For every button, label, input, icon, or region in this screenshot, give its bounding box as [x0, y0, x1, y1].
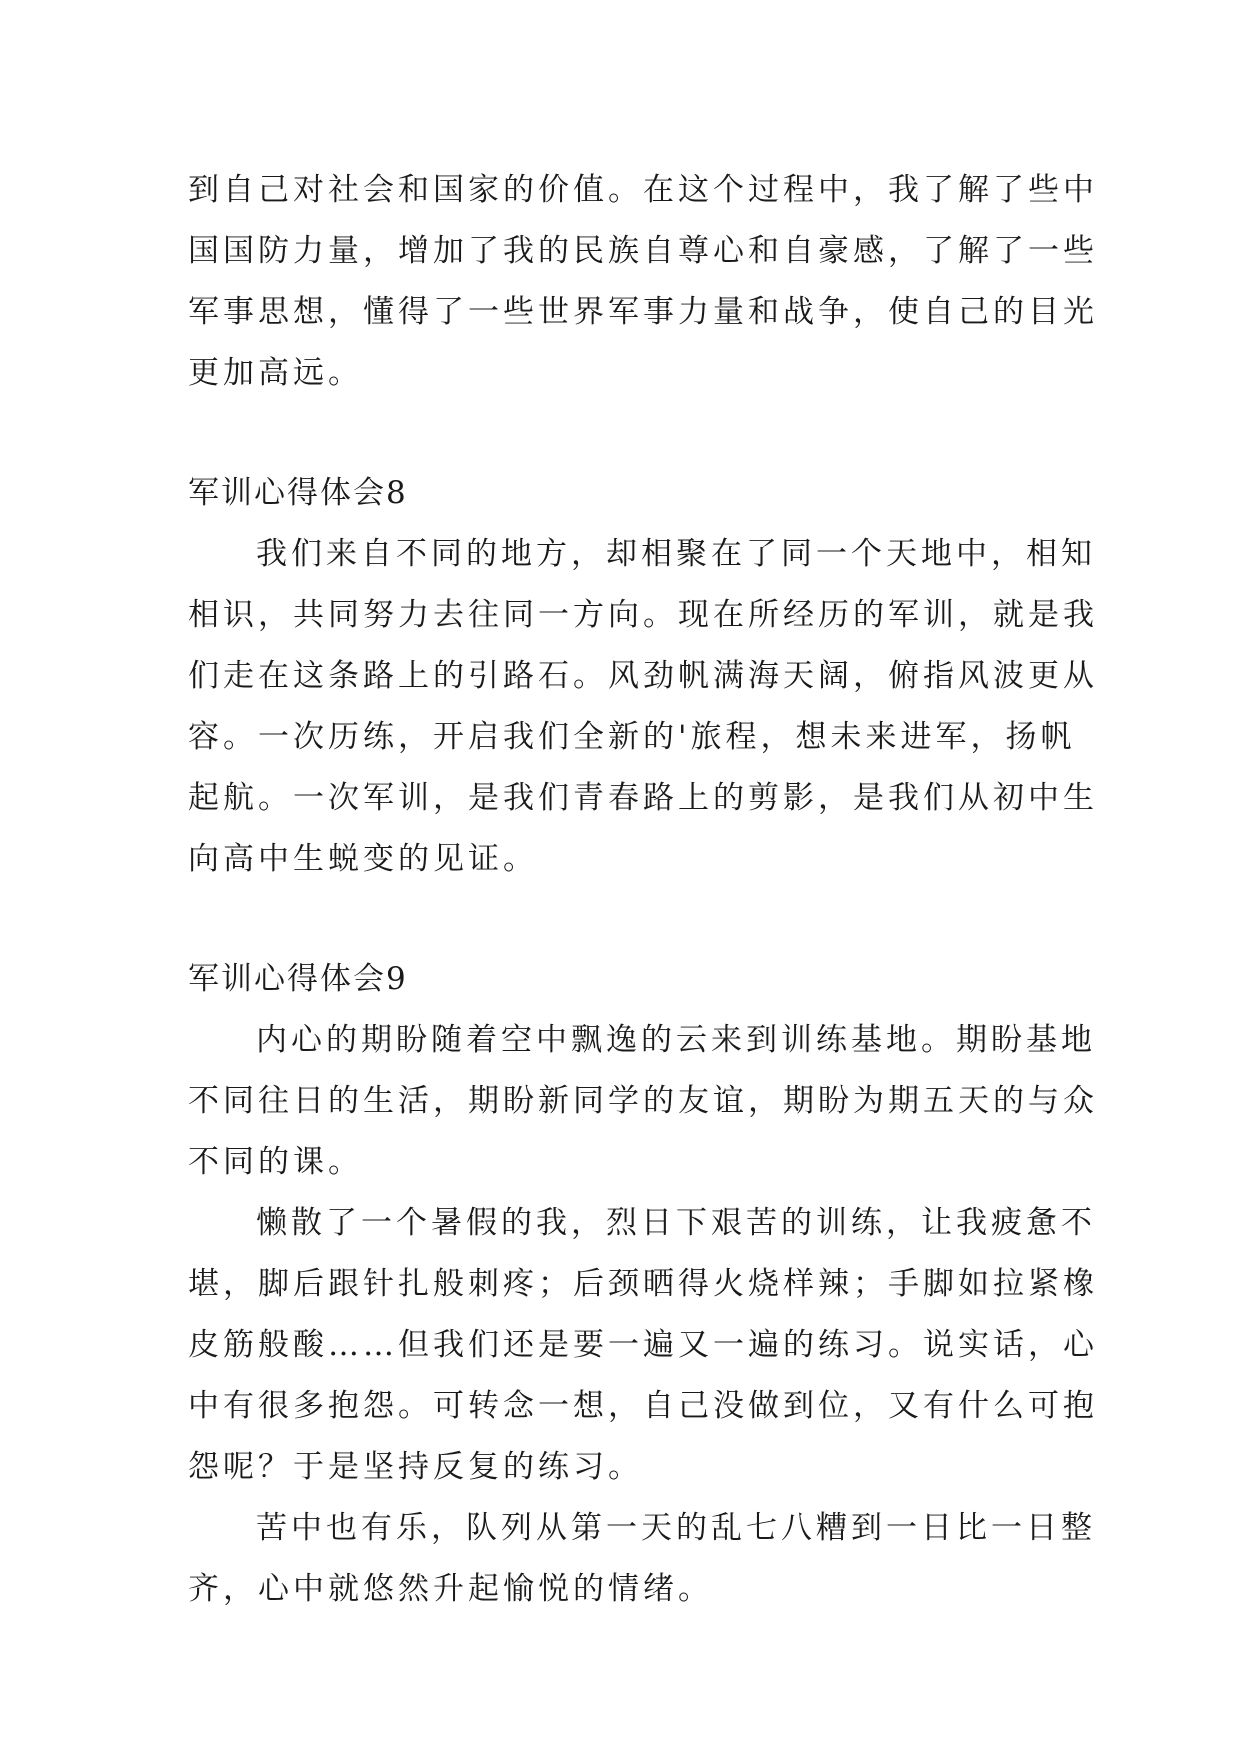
text-line: 到自己对社会和国家的价值。在这个过程中，我了解了些中	[188, 172, 1098, 208]
text-line: 不同的课。	[188, 1144, 363, 1180]
section-heading: 军训心得体会9	[188, 961, 408, 997]
section-heading: 军训心得体会8	[188, 475, 408, 511]
section-8-paragraph	[188, 524, 1098, 890]
text-line: 容。一次历练，开启我们全新的'旅程，想未来进军，扬帆	[188, 719, 1076, 755]
text-line: 国国防力量，增加了我的民族自尊心和自豪感，了解了一些	[188, 233, 1098, 269]
text-line: 齐，心中就悠然升起愉悦的情绪。	[188, 1571, 713, 1607]
text-line: 中有很多抱怨。可转念一想，自己没做到位，又有什么可抱	[188, 1388, 1098, 1424]
text-line: 苦中也有乐，队列从第一天的乱七八糟到一日比一日整	[256, 1510, 1096, 1546]
section-9-paragraph-3	[188, 1498, 1096, 1620]
text-line: 内心的期盼随着空中飘逸的云来到训练基地。期盼基地	[256, 1022, 1096, 1058]
spacer	[188, 404, 1058, 463]
section-9	[188, 949, 1098, 1620]
text-line: 起航。一次军训，是我们青春路上的剪影，是我们从初中生	[188, 780, 1098, 816]
text-line: 向高中生蜕变的见证。	[188, 841, 538, 877]
text-line: 怨呢？于是坚持反复的练习。	[188, 1449, 643, 1485]
text-line: 懒散了一个暑假的我，烈日下艰苦的训练，让我疲惫不	[256, 1205, 1096, 1241]
text-line: 我们来自不同的地方，却相聚在了同一个天地中，相知	[256, 536, 1096, 572]
section-8	[188, 463, 1098, 890]
text-line: 皮筋般酸……但我们还是要一遍又一遍的练习。说实话，心	[188, 1327, 1098, 1363]
text-line: 更加高远。	[188, 355, 363, 391]
section-9-paragraph-1	[188, 1010, 1098, 1193]
text-line: 堪，脚后跟针扎般刺疼；后颈晒得火烧样辣；手脚如拉紧橡	[188, 1266, 1098, 1302]
intro-paragraph	[188, 160, 1098, 404]
section-9-paragraph-2	[188, 1193, 1098, 1498]
text-line: 相识，共同努力去往同一方向。现在所经历的军训，就是我	[188, 597, 1098, 633]
text-line: 军事思想，懂得了一些世界军事力量和战争，使自己的目光	[188, 294, 1098, 330]
document-body	[188, 160, 1098, 1620]
text-line: 们走在这条路上的引路石。风劲帆满海天阔，俯指风波更从	[188, 658, 1098, 694]
spacer	[188, 890, 1058, 949]
text-line: 不同往日的生活，期盼新同学的友谊，期盼为期五天的与众	[188, 1083, 1098, 1119]
